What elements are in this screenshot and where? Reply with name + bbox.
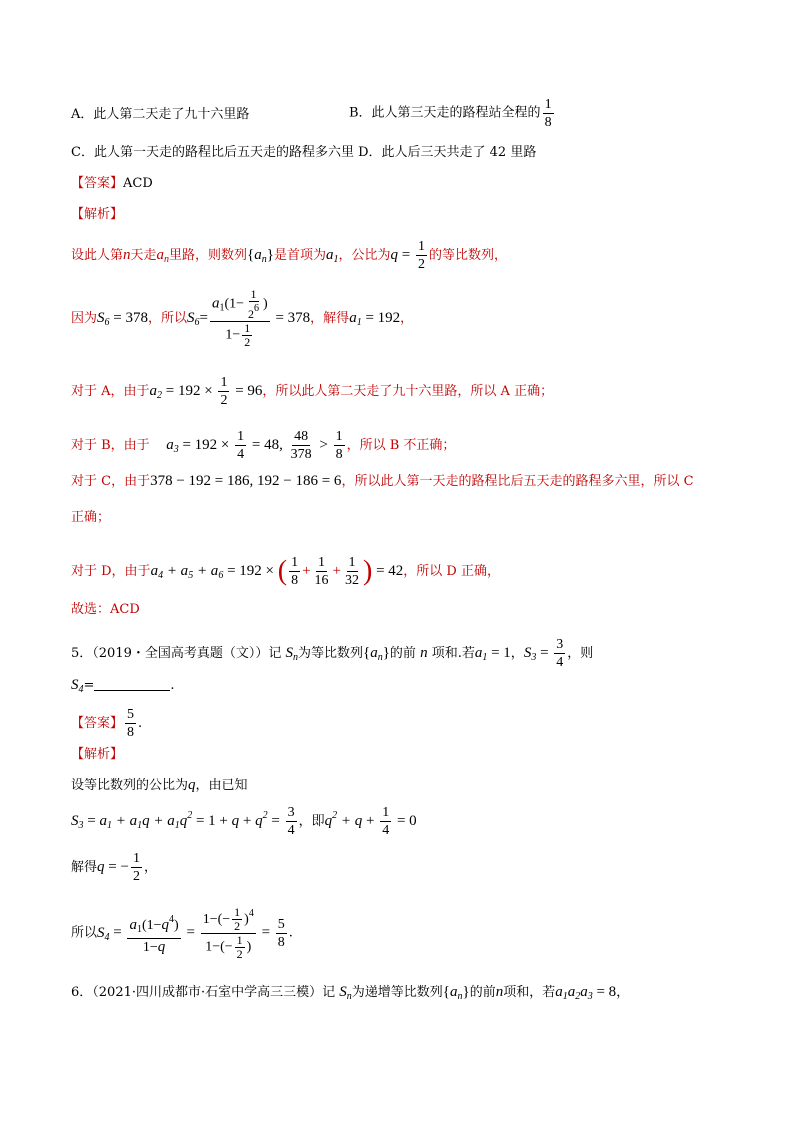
q5-blank-line: $S_4=$ . (71, 677, 175, 695)
option-d: D．此人后三天共走了 42 里路 (358, 145, 537, 160)
option-b: B．此人第三天走的路程站全程的 $\frac{1}{8}$ (349, 97, 552, 130)
q5-answer: 【答案】 $\frac{5}{8}$ . (71, 707, 143, 740)
analysis-line-2: 因为$S_6 = 378$，所以$S_6=$ $a_1(1-$ $\frac{1}{2^6}$ ) 1− $\frac{1}{2}$ = 378，解得$a_1 = 192$， (71, 287, 414, 349)
option-c-d (71, 144, 536, 162)
answer-blank (94, 678, 170, 691)
analysis-line-6: 正确； (71, 510, 111, 525)
analysis-line-5: 对于 C，由于378 − 192 = 186, 192 − 186 = 6，所以此人第一天走的路程比后五天走的路程多六里，所以 C (71, 473, 694, 489)
q5-analysis-2: $S_3 = a_1 + a_1q + a_1q^2 = 1 + q + q^2$ = $\frac{3}{4}$ ，即$q^2 + q$ + $\frac{1}{4}$ = 0 (71, 805, 417, 838)
fraction: $\frac{1}{8}$ (544, 97, 552, 130)
q5-analysis-tag: 【解析】 (71, 747, 124, 762)
analysis-tag: 【解析】 (71, 207, 124, 222)
analysis-line-4: 对于 B，由于 $a_3 = 192$ × $\frac{1}{4}$ = 48, $\frac{48}{378}$ > $\frac{1}{8}$ ，所以 B 不正确； (71, 429, 456, 462)
q6-stem: 6．（2021·四川成都市·石室中学高三三模）记 $S_n$为递增等比数列$\{a_n\}$的前n项和，若$a_1a_2a_3 = 8$， (71, 984, 630, 1002)
q5-analysis-3: 解得q = − $\frac{1}{2}$ ， (71, 851, 157, 884)
q5-analysis-1: 设等比数列的公比为q，由已知 (71, 777, 248, 793)
option-c: C．此人第一天走的路程比后五天走的路程多六里 (71, 145, 354, 160)
analysis-line-7: 对于 D，由于$a_4 + a_5 + a_6 = 192$ × ( $\frac{1}{8}$ + $\frac{1}{16}$ + $\frac{1}{32}$ ) = 42，所以 D 正确， (71, 555, 500, 588)
q5-stem: 5．（2019・全国高考真题（文））记 $S_n$为等比数列$\{a_n\}$的前 n 项和.若$a_1 = 1$，$S_3$ = $\frac{3}{4}$ ，则 (71, 637, 594, 670)
option-a: A．此人第二天走了九十六里路 (71, 107, 250, 122)
analysis-line-3: 对于 A，由于$a_2 = 192$ × $\frac{1}{2}$ = 96，所以此人第二天走了九十六里路，所以 A 正确； (71, 375, 554, 408)
answer-line: 【答案】ACD (71, 176, 153, 191)
analysis-line-1: 设此人第n天走$a_n$里路，则数列$\{a_n\}$是首项为$a_1$，公比为q = $\frac{1}{2}$ 的等比数列， (71, 239, 507, 272)
q5-analysis-4: 所以$S_4$ = $\frac{a_1(1-q^4)}{1-q}$ = 1−(− $\frac{1}{2}$ )$^4$ 1−(− $\frac{1}{2}$ ) = $\frac{5}{8}$ . (71, 905, 293, 962)
choose-line: 故选：ACD (71, 602, 140, 617)
